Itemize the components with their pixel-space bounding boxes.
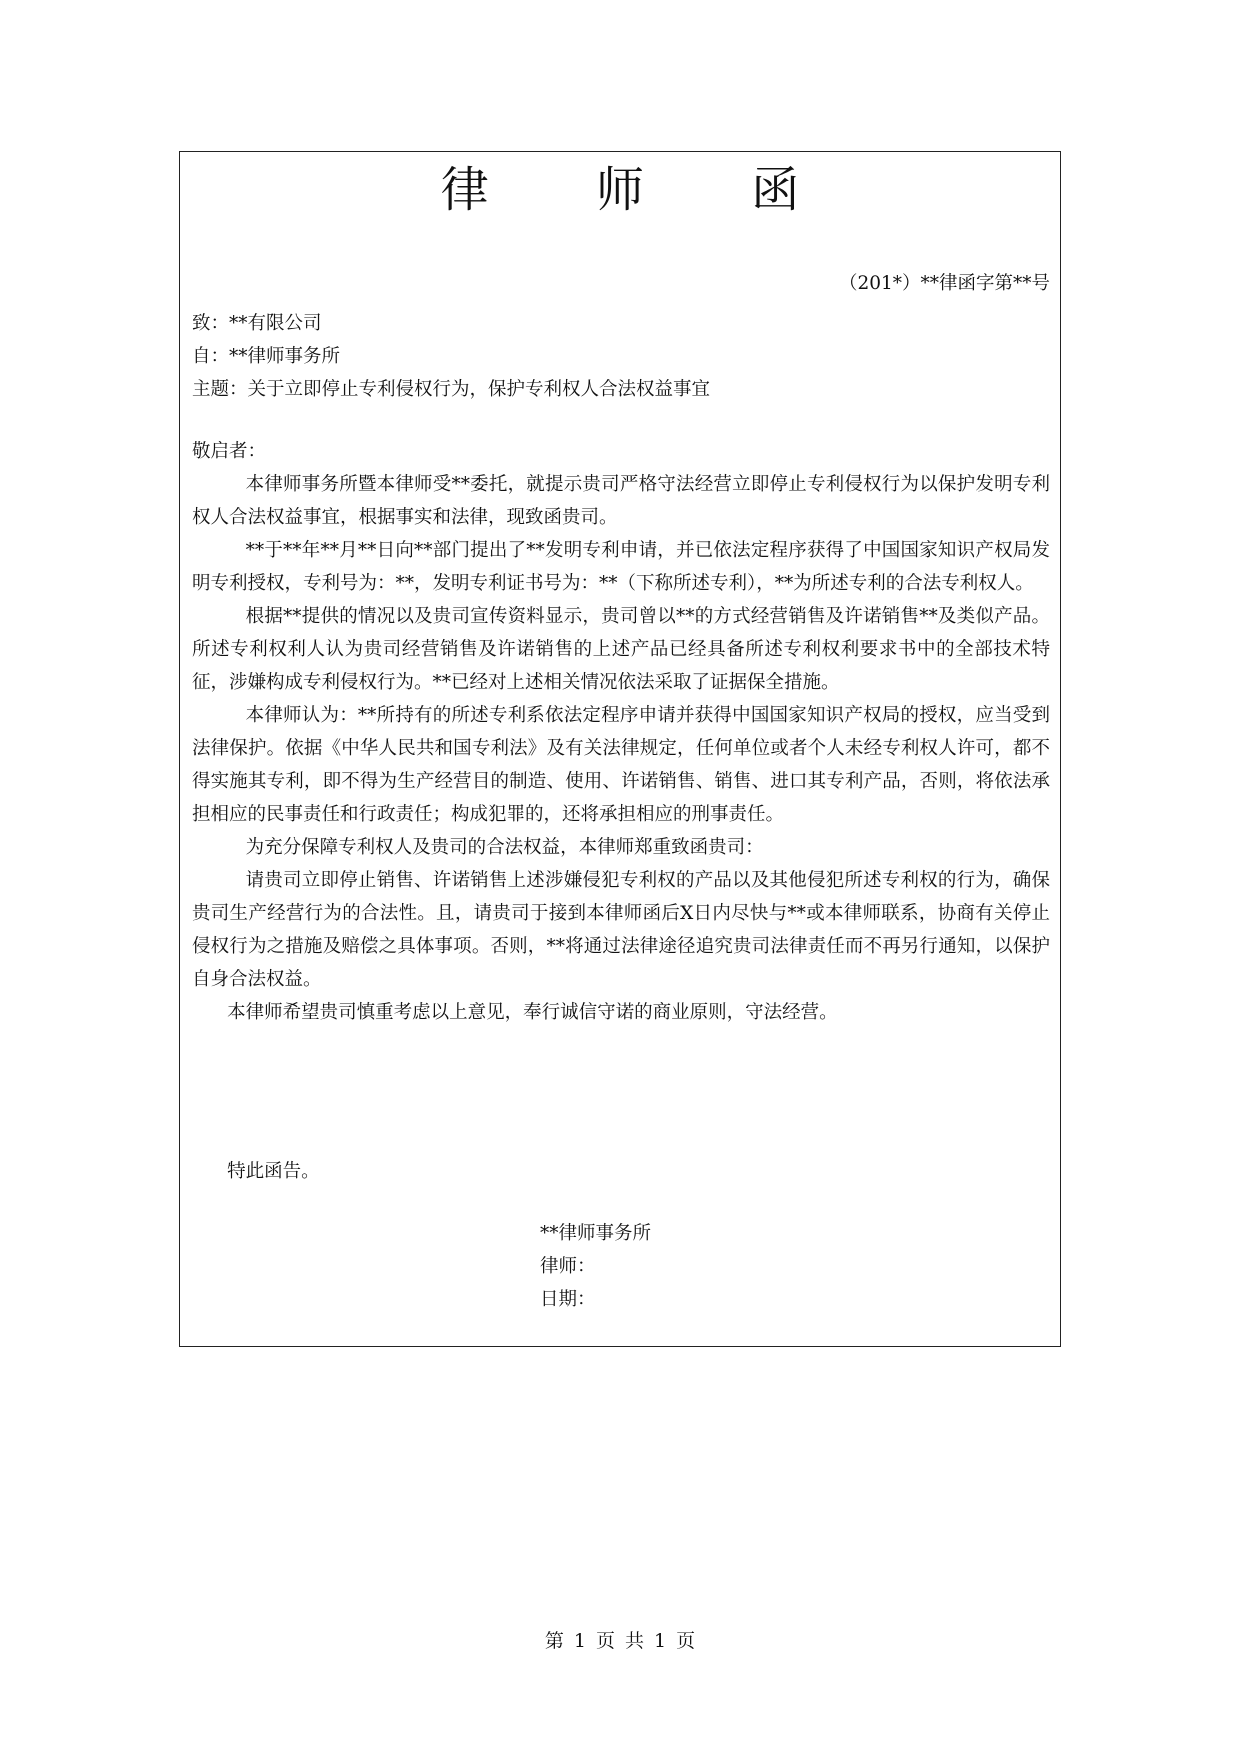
signature-firm: **律师事务所 (540, 1223, 652, 1244)
body-paragraph-2: **于**年**月**日向**部门提出了**发明专利申请，并已依法定程序获得了中国国家知识产权局发明专利授权，专利号为：**，发明专利证书号为：**（下称所述专利），**为所述专利的合法专利权人。 (192, 540, 1050, 594)
signature-block (540, 1217, 651, 1316)
body-paragraph-3: 根据**提供的情况以及贵司宣传资料显示，贵司曾以**的方式经营销售及许诺销售**及类似产品。所述专利权利人认为贵司经营销售及许诺销售的上述产品已经具备所述专利权利要求书中的全部技术特征，涉嫌构成专利侵权行为。**已经对上述相关情况依法采取了证据保全措施。 (192, 606, 1050, 693)
salutation: 敬启者： (192, 441, 267, 462)
signature-date: 日期： (540, 1289, 596, 1310)
body-paragraph-7: 本律师希望贵司慎重考虑以上意见，奉行诚信守诺的商业原则，守法经营。 (227, 1002, 838, 1023)
signature-lawyer: 律师： (540, 1256, 596, 1277)
closing-line: 特此函告。 (227, 1161, 320, 1182)
body-paragraph-6: 请贵司立即停止销售、许诺销售上述涉嫌侵犯专利权的产品以及其他侵犯所述专利权的行为，确保贵司生产经营行为的合法性。且，请贵司于接到本律师函后X日内尽快与**或本律师联系，协商有关停止侵权行为之措施及赔偿之具体事项。否则，**将通过法律途径追究贵司法律责任而不再另行通知，以保护自身合法权益。 (192, 870, 1050, 990)
recipient-line: 致：**有限公司 (192, 313, 322, 334)
body-paragraph-4: 本律师认为：**所持有的所述专利系依法定程序申请并获得中国国家知识产权局的授权，应当受到法律保护。依据《中华人民共和国专利法》及有关法律规定，任何单位或者个人未经专利权人许可，都不得实施其专利，即不得为生产经营目的制造、使用、许诺销售、销售、进口其专利产品，否则，将依法承担相应的民事责任和行政责任；构成犯罪的，还将承担相应的刑事责任。 (192, 705, 1050, 825)
sender-line: 自：**律师事务所 (192, 346, 341, 367)
page-footer: 第 1 页 共 1 页 (544, 1630, 696, 1652)
letter-title: 律 师 函 (440, 162, 846, 218)
letter-body (192, 435, 1050, 1029)
reference-number: （201*）**律函字第**号 (838, 273, 1050, 294)
letter-header (192, 307, 710, 406)
subject-line: 主题：关于立即停止专利侵权行为，保护专利权人合法权益事宜 (192, 379, 711, 400)
body-paragraph-1: 本律师事务所暨本律师受**委托，就提示贵司严格守法经营立即停止专利侵权行为以保护发明专利权人合法权益事宜，根据事实和法律，现致函贵司。 (192, 474, 1050, 528)
letter-frame (179, 151, 1061, 1347)
body-paragraph-5: 为充分保障专利权人及贵司的合法权益，本律师郑重致函贵司： (245, 837, 764, 858)
